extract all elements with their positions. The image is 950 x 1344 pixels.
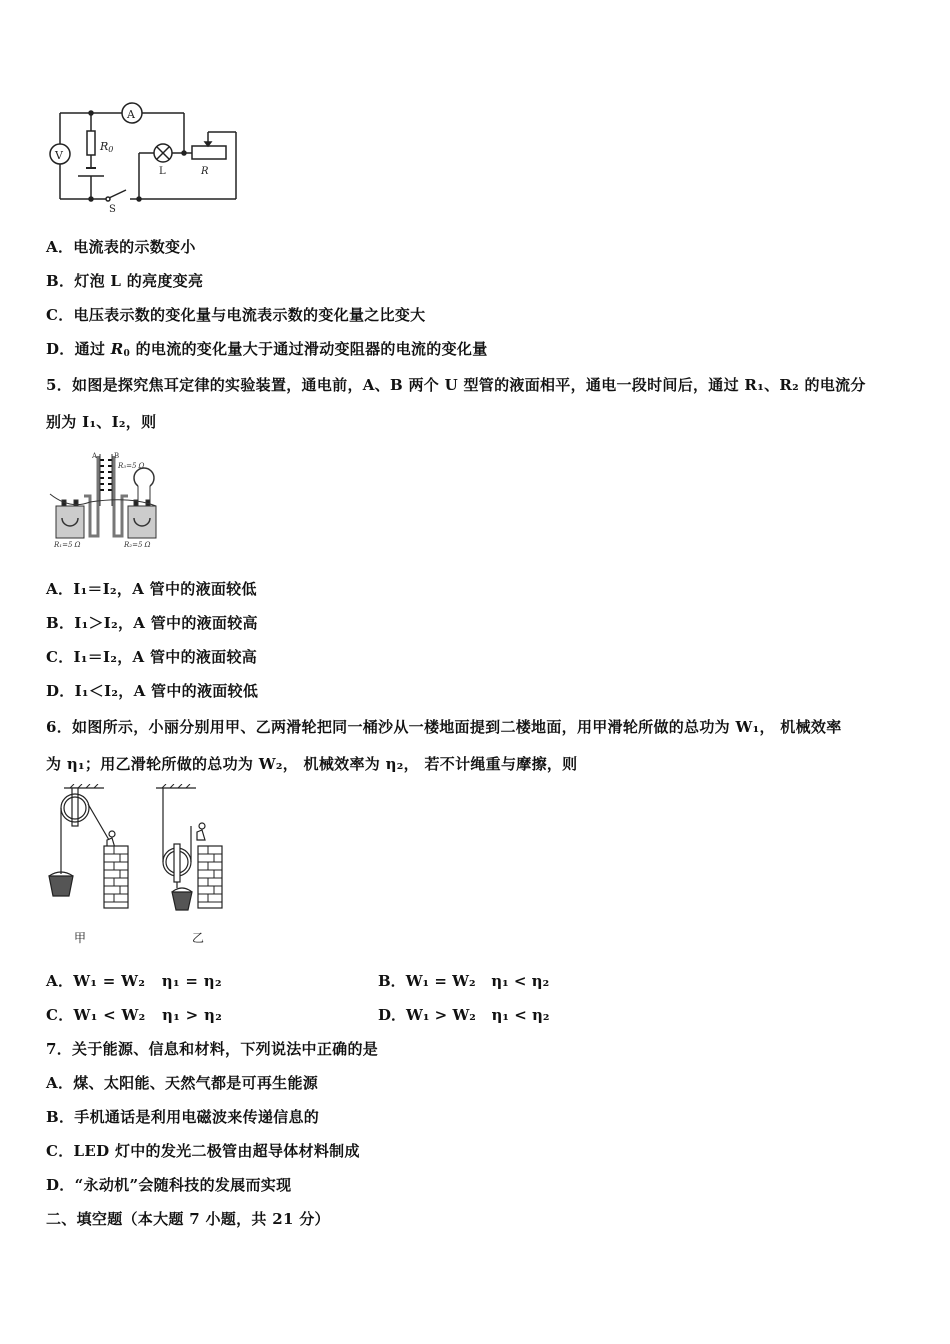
svg-text:R₃=5 Ω: R₃=5 Ω bbox=[118, 462, 145, 470]
option-key: B． bbox=[46, 272, 75, 290]
option-text: I₁＝I₂，A 管中的液面较高 bbox=[73, 648, 258, 666]
q6-option-a bbox=[46, 970, 222, 991]
q5-option-d bbox=[46, 680, 258, 701]
svg-text:R₁=5 Ω: R₁=5 Ω bbox=[54, 541, 81, 549]
option-key: B． bbox=[46, 1108, 75, 1126]
svg-text:A: A bbox=[92, 452, 98, 460]
q4-option-d: D．通过 $R_0$ 的电流的变化量大于通过滑动变阻器的电流的变化量 bbox=[46, 340, 488, 359]
option-text: LED 灯中的发光二极管由超导体材料制成 bbox=[73, 1142, 360, 1160]
q7-option-d bbox=[46, 1174, 291, 1195]
q7-option-b bbox=[46, 1106, 319, 1127]
option-key: C． bbox=[46, 306, 74, 324]
svg-text:V: V bbox=[55, 149, 63, 162]
q5-option-a bbox=[46, 578, 257, 599]
option-text: I₁＞I₂，A 管中的液面较高 bbox=[74, 614, 258, 632]
q4-option-b bbox=[46, 270, 203, 291]
option-text: “永动机”会随科技的发展而实现 bbox=[74, 1176, 292, 1194]
svg-text:B: B bbox=[114, 452, 120, 460]
q6-option-b bbox=[378, 970, 549, 991]
svg-text:乙: 乙 bbox=[192, 931, 205, 945]
section-heading: 二、填空题（本大题 7 小题，共 21 分） bbox=[46, 1210, 330, 1228]
svg-text:R₂=5 Ω: R₂=5 Ω bbox=[124, 541, 151, 549]
q5-stem-line2: 别为 I₁、I₂，则 bbox=[46, 413, 157, 431]
option-key: C． bbox=[46, 648, 74, 666]
svg-text:R0: R0 bbox=[100, 140, 114, 154]
svg-text:L: L bbox=[159, 166, 166, 177]
option-text: I₁＝I₂，A 管中的液面较低 bbox=[73, 580, 257, 598]
q4-option-c bbox=[46, 304, 425, 325]
circuit-diagram bbox=[46, 98, 246, 213]
option-key: A． bbox=[46, 580, 74, 598]
option-key: A． bbox=[46, 238, 74, 256]
q6-option-c bbox=[46, 1004, 222, 1025]
q5-stem-line1: 5．如图是探究焦耳定律的实验装置，通电前，A、B 两个 U 型管的液面相平，通电一段时间后，通过 R₁、R₂ 的电流分 bbox=[46, 376, 866, 394]
option-text: W₁ = W₂ η₁ = η₂ bbox=[73, 972, 222, 990]
option-key: A． bbox=[46, 972, 74, 990]
svg-text:R: R bbox=[201, 166, 209, 177]
option-text: 灯泡 L 的亮度变亮 bbox=[74, 272, 204, 290]
q6-stem-line2: 为 η₁；用乙滑轮所做的总功为 W₂， 机械效率为 η₂， 若不计绳重与摩擦，则 bbox=[46, 755, 578, 773]
joule-law-apparatus bbox=[48, 446, 163, 552]
option-text: W₁ < W₂ η₁ > η₂ bbox=[73, 1006, 223, 1024]
option-key: D． bbox=[46, 1176, 75, 1194]
q5-option-b bbox=[46, 612, 258, 633]
option-key: A． bbox=[46, 1074, 74, 1092]
option-key: D． bbox=[46, 682, 75, 700]
option-key: C． bbox=[46, 1006, 74, 1024]
option-text: 手机通话是利用电磁波来传递信息的 bbox=[74, 1108, 320, 1126]
svg-text:A: A bbox=[127, 108, 135, 121]
q5-option-c bbox=[46, 646, 257, 667]
svg-text:甲: 甲 bbox=[74, 931, 87, 945]
option-text: 电流表的示数变小 bbox=[73, 238, 196, 256]
q6-stem-line1: 6．如图所示，小丽分别用甲、乙两滑轮把同一桶沙从一楼地面提到二楼地面，用甲滑轮所做的总功为 W₁， 机械效率 bbox=[46, 718, 842, 736]
option-text: I₁＜I₂，A 管中的液面较低 bbox=[74, 682, 259, 700]
option-key: C． bbox=[46, 1142, 74, 1160]
q4-option-a bbox=[46, 236, 196, 257]
q7-stem: 7．关于能源、信息和材料，下列说法中正确的是 bbox=[46, 1040, 379, 1058]
option-text: W₁ = W₂ η₁ < η₂ bbox=[405, 972, 550, 990]
q7-option-a bbox=[46, 1072, 318, 1093]
option-text: W₁ > W₂ η₁ < η₂ bbox=[406, 1006, 550, 1024]
q6-option-d bbox=[378, 1004, 550, 1025]
pulley-diagram bbox=[44, 784, 239, 946]
option-key: B． bbox=[46, 614, 75, 632]
option-text: 电压表示数的变化量与电流表示数的变化量之比变大 bbox=[73, 306, 426, 324]
q7-option-c bbox=[46, 1140, 360, 1161]
option-text: 煤、太阳能、天然气都是可再生能源 bbox=[73, 1074, 319, 1092]
svg-text:S: S bbox=[109, 204, 116, 213]
option-key: D． bbox=[46, 340, 75, 358]
option-key: D． bbox=[378, 1006, 407, 1024]
option-key: B． bbox=[378, 972, 406, 990]
